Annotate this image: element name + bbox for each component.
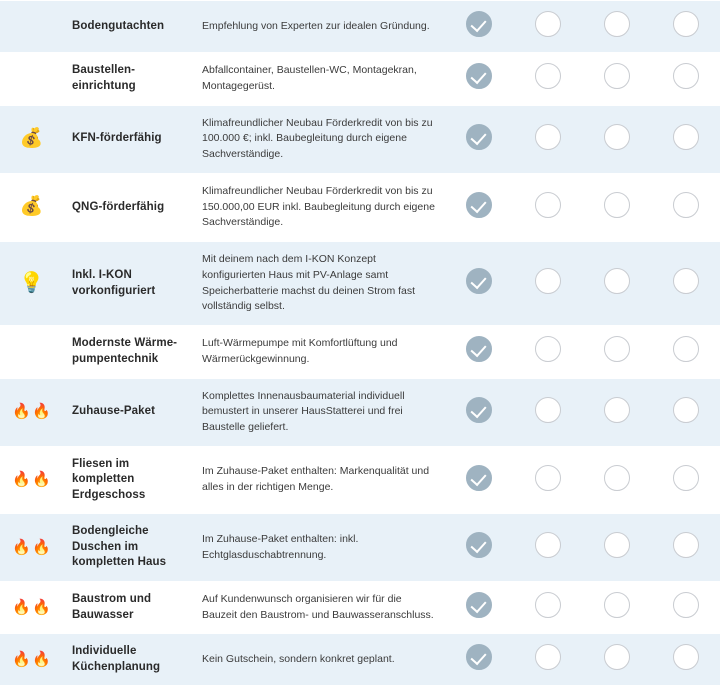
check-included-icon[interactable]	[466, 268, 492, 294]
option-1-cell[interactable]	[444, 581, 513, 634]
option-1-cell[interactable]	[444, 105, 513, 173]
feature-description: Komplettes Innenausbaumaterial individuell bemustert in unserer HausStatterei und frei Baustelle geliefert.	[202, 389, 436, 436]
lightbulb-icon: 💡	[19, 272, 45, 294]
check-included-icon[interactable]	[466, 63, 492, 89]
check-empty-icon[interactable]	[604, 124, 630, 150]
feature-description: Luft-Wärmepumpe mit Komfortlüftung und Wärmerückgewinnung.	[202, 336, 436, 368]
check-empty-icon[interactable]	[535, 63, 561, 89]
feature-description: Empfehlung von Experten zur idealen Gründung.	[202, 19, 436, 35]
feature-name-cell	[64, 326, 194, 379]
option-4-cell[interactable]	[651, 446, 720, 514]
check-included-icon[interactable]	[466, 336, 492, 362]
check-empty-icon[interactable]	[535, 336, 561, 362]
option-3-cell[interactable]	[582, 242, 651, 326]
table-row	[0, 53, 720, 106]
check-empty-icon[interactable]	[535, 644, 561, 670]
check-included-icon[interactable]	[466, 532, 492, 558]
option-2-cell[interactable]	[513, 326, 582, 379]
check-included-icon[interactable]	[466, 192, 492, 218]
feature-description-cell	[194, 105, 444, 173]
option-3-cell[interactable]	[582, 326, 651, 379]
option-3-cell[interactable]	[582, 105, 651, 173]
check-empty-icon[interactable]	[535, 11, 561, 37]
option-4-cell[interactable]	[651, 1, 720, 53]
feature-name: Bodengleiche Duschen im kompletten Haus	[72, 524, 186, 571]
option-4-cell[interactable]	[651, 173, 720, 241]
check-included-icon[interactable]	[466, 465, 492, 491]
feature-description: Im Zuhause-Paket enthalten: Markenqualität und alles in der richtigen Menge.	[202, 464, 436, 496]
option-2-cell[interactable]	[513, 378, 582, 446]
table-row	[0, 1, 720, 53]
feature-description: Im Zuhause-Paket enthalten: inkl. Echtglasduschabtrennung.	[202, 532, 436, 564]
table-row	[0, 173, 720, 241]
check-empty-icon[interactable]	[673, 11, 699, 37]
table-row	[0, 634, 720, 685]
check-empty-icon[interactable]	[673, 63, 699, 89]
check-included-icon[interactable]	[466, 11, 492, 37]
option-1-cell[interactable]	[444, 173, 513, 241]
feature-description-cell	[194, 581, 444, 634]
table-row	[0, 378, 720, 446]
option-1-cell[interactable]	[444, 326, 513, 379]
feature-name: Modernste Wärme- pumpentechnik	[72, 336, 186, 367]
feature-description-cell	[194, 173, 444, 241]
check-empty-icon[interactable]	[673, 268, 699, 294]
feature-name: QNG-förderfähig	[72, 200, 186, 216]
check-empty-icon[interactable]	[673, 192, 699, 218]
option-3-cell[interactable]	[582, 446, 651, 514]
option-4-cell[interactable]	[651, 242, 720, 326]
option-3-cell[interactable]	[582, 378, 651, 446]
feature-description-cell	[194, 326, 444, 379]
option-1-cell[interactable]	[444, 242, 513, 326]
row-icon-empty	[0, 53, 64, 106]
option-2-cell[interactable]	[513, 105, 582, 173]
feature-description: Abfallcontainer, Baustellen-WC, Montagekran, Montagegerüst.	[202, 63, 436, 95]
option-2-cell[interactable]	[513, 446, 582, 514]
feature-name: Fliesen im kompletten Erdgeschoss	[72, 457, 186, 504]
feature-description-cell	[194, 378, 444, 446]
option-1-cell[interactable]	[444, 378, 513, 446]
feature-name-cell	[64, 242, 194, 326]
check-empty-icon[interactable]	[535, 532, 561, 558]
check-empty-icon[interactable]	[604, 268, 630, 294]
check-empty-icon[interactable]	[673, 397, 699, 423]
option-2-cell[interactable]	[513, 242, 582, 326]
check-empty-icon[interactable]	[604, 63, 630, 89]
option-2-cell[interactable]	[513, 514, 582, 582]
feature-description: Auf Kundenwunsch organisieren wir für die Bauzeit den Baustrom- und Bauwasseranschluss.	[202, 592, 436, 624]
option-2-cell[interactable]	[513, 1, 582, 53]
check-empty-icon[interactable]	[604, 592, 630, 618]
check-empty-icon[interactable]	[673, 465, 699, 491]
check-empty-icon[interactable]	[535, 592, 561, 618]
option-4-cell[interactable]	[651, 105, 720, 173]
option-4-cell[interactable]	[651, 326, 720, 379]
feature-description: Klimafreundlicher Neubau Förderkredit von bis zu 150.000,00 EUR inkl. Baubegleitung durch eigene Sachverständige.	[202, 184, 436, 231]
table-body	[0, 1, 720, 685]
check-included-icon[interactable]	[466, 397, 492, 423]
option-1-cell[interactable]	[444, 1, 513, 53]
option-4-cell[interactable]	[651, 581, 720, 634]
option-4-cell[interactable]	[651, 53, 720, 106]
option-2-cell[interactable]	[513, 173, 582, 241]
check-empty-icon[interactable]	[673, 124, 699, 150]
feature-description-cell	[194, 53, 444, 106]
feature-name-cell	[64, 378, 194, 446]
check-empty-icon[interactable]	[535, 124, 561, 150]
check-empty-icon[interactable]	[604, 397, 630, 423]
table-row	[0, 446, 720, 514]
check-empty-icon[interactable]	[604, 644, 630, 670]
check-included-icon[interactable]	[466, 592, 492, 618]
fire-icons: 🔥🔥	[12, 651, 51, 668]
feature-name-cell	[64, 53, 194, 106]
fire-icons: 🔥🔥	[12, 403, 51, 420]
option-3-cell[interactable]	[582, 514, 651, 582]
feature-name-cell	[64, 173, 194, 241]
option-1-cell[interactable]	[444, 53, 513, 106]
option-4-cell[interactable]	[651, 378, 720, 446]
option-1-cell[interactable]	[444, 634, 513, 685]
fire-icons: 🔥🔥	[12, 599, 51, 616]
check-empty-icon[interactable]	[604, 336, 630, 362]
feature-description: Mit deinem nach dem I-KON Konzept konfigurierten Haus mit PV-Anlage samt Speicherbatterie machst du deinen Strom fast vollständig selbst.	[202, 252, 436, 315]
table-row	[0, 105, 720, 173]
check-empty-icon[interactable]	[535, 268, 561, 294]
option-3-cell[interactable]	[582, 53, 651, 106]
option-4-cell[interactable]	[651, 634, 720, 685]
fire-icons: 🔥🔥	[12, 539, 51, 556]
feature-description-cell	[194, 634, 444, 685]
feature-name-cell	[64, 446, 194, 514]
check-empty-icon[interactable]	[604, 192, 630, 218]
check-included-icon[interactable]	[466, 124, 492, 150]
feature-name: Baustrom und Bauwasser	[72, 592, 186, 623]
feature-name-cell	[64, 1, 194, 53]
check-empty-icon[interactable]	[604, 532, 630, 558]
feature-name: Bodengutachten	[72, 19, 186, 35]
table-row	[0, 514, 720, 582]
check-empty-icon[interactable]	[535, 465, 561, 491]
table-row	[0, 581, 720, 634]
feature-description-cell	[194, 446, 444, 514]
check-empty-icon[interactable]	[673, 532, 699, 558]
option-1-cell[interactable]	[444, 514, 513, 582]
check-empty-icon[interactable]	[604, 11, 630, 37]
check-empty-icon[interactable]	[673, 644, 699, 670]
table-row	[0, 242, 720, 326]
feature-name-cell	[64, 105, 194, 173]
check-empty-icon[interactable]	[604, 465, 630, 491]
feature-description: Klimafreundlicher Neubau Förderkredit von bis zu 100.000 €; inkl. Baubegleitung durch eigene Sachverständige.	[202, 116, 436, 163]
row-icon-empty	[0, 1, 64, 53]
option-3-cell[interactable]	[582, 1, 651, 53]
feature-description: Kein Gutschein, sondern konkret geplant.	[202, 652, 436, 668]
feature-name-cell	[64, 634, 194, 685]
feature-description-cell	[194, 514, 444, 582]
feature-name: Inkl. I-KON vorkonfiguriert	[72, 268, 186, 299]
feature-name: Zuhause-Paket	[72, 404, 186, 420]
feature-name: Baustellen- einrichtung	[72, 63, 186, 94]
option-3-cell[interactable]	[582, 634, 651, 685]
table-row	[0, 326, 720, 379]
check-empty-icon[interactable]	[535, 397, 561, 423]
money-bag-icon: 💰	[20, 196, 45, 217]
row-icon-empty	[0, 326, 64, 379]
fire-icons: 🔥🔥	[12, 471, 51, 488]
option-2-cell[interactable]	[513, 634, 582, 685]
feature-description-cell	[194, 1, 444, 53]
feature-description-cell	[194, 242, 444, 326]
check-included-icon[interactable]	[466, 644, 492, 670]
feature-name-cell	[64, 581, 194, 634]
option-3-cell[interactable]	[582, 173, 651, 241]
option-4-cell[interactable]	[651, 514, 720, 582]
check-empty-icon[interactable]	[673, 592, 699, 618]
feature-name: KFN-förderfähig	[72, 131, 186, 147]
feature-name: Individuelle Küchenplanung	[72, 644, 186, 675]
check-empty-icon[interactable]	[535, 192, 561, 218]
feature-name-cell	[64, 514, 194, 582]
option-2-cell[interactable]	[513, 581, 582, 634]
money-bag-icon: 💰	[20, 128, 45, 149]
option-2-cell[interactable]	[513, 53, 582, 106]
option-1-cell[interactable]	[444, 446, 513, 514]
check-empty-icon[interactable]	[673, 336, 699, 362]
option-3-cell[interactable]	[582, 581, 651, 634]
